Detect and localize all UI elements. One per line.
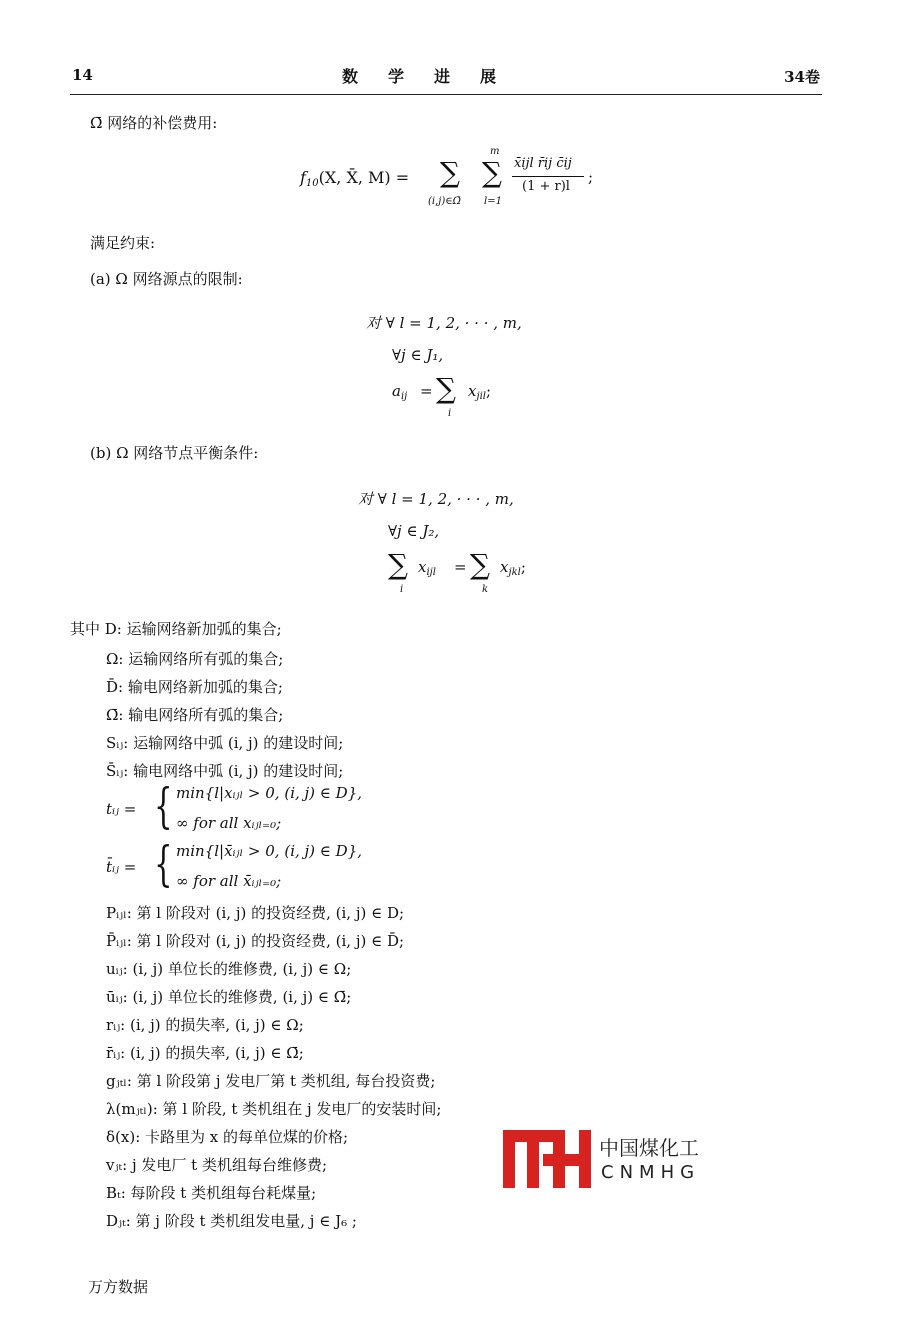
def-line: uᵢⱼ: (i, j) 单位长的维修费, (i, j) ∈ Ω; (106, 960, 352, 978)
def-line: Sᵢⱼ: 运输网络中弧 (i, j) 的建设时间; (106, 734, 344, 752)
sum-symbol-b2: ∑ (470, 548, 490, 581)
def-line: P̄ᵢⱼₗ: 第 l 阶段对 (i, j) 的投资经费, (i, j) ∈ D̄; (106, 932, 405, 950)
sum2-lower: l=1 (484, 196, 502, 207)
constraint-b-line1: 对 ∀ l = 1, 2, · · · , m, (358, 490, 514, 508)
def-line: vⱼₜ: j 发电厂 t 类机组每台维修费; (106, 1156, 327, 1174)
def-line: gⱼₜₗ: 第 l 阶段第 j 发电厂第 t 类机组, 每台投资费; (106, 1072, 436, 1090)
def-line: λ(mⱼₜₗ): 第 l 阶段, t 类机组在 j 发电厂的安装时间; (106, 1100, 442, 1118)
footer-source: 万方数据 (88, 1278, 149, 1296)
def-line: Ω̄: 输电网络所有弧的集合; (106, 706, 284, 724)
f10-lhs: $f_{10}(X$, X̄, M) = (300, 168, 410, 189)
def-line: ūᵢⱼ: (i, j) 单位长的维修费, (i, j) ∈ Ω̄; (106, 988, 352, 1006)
def-line: r̄ᵢⱼ: (i, j) 的损失率, (i, j) ∈ Ω̄; (106, 1044, 304, 1062)
page-header (0, 62, 904, 92)
logo-mark-icon (503, 1130, 591, 1188)
constraint-b-title: (b) Ω 网络节点平衡条件: (90, 444, 259, 462)
t-definition: tᵢⱼ = { min{l|xᵢⱼₗ > 0, (i, j) ∈ D}, ∞ for all xᵢⱼₗ₌₀; (106, 778, 363, 834)
sum-symbol-a: ∑ (436, 372, 456, 405)
sum-symbol-b1: ∑ (388, 548, 408, 581)
logo-text-en: CNMHG (601, 1162, 701, 1183)
cnmhg-watermark-logo (503, 1130, 708, 1190)
sum-symbol-2: ∑ (482, 156, 502, 189)
sum2-upper: m (490, 146, 500, 157)
constraint-a-line1: 对 ∀ l = 1, 2, · · · , m, (366, 314, 522, 332)
def-line: δ(x): 卡路里为 x 的每单位煤的价格; (106, 1128, 349, 1146)
tbar-definition: t̄ᵢⱼ = { min{l|x̄ᵢⱼₗ > 0, (i, j) ∈ D}, ∞ for all x̄ᵢⱼₗ₌₀; (106, 836, 363, 892)
def-line: Pᵢⱼₗ: 第 l 阶段对 (i, j) 的投资经费, (i, j) ∈ D; (106, 904, 405, 922)
constraint-a-line3: $a_{ij}$ = ∑ i $x_{jil}$; (392, 372, 492, 419)
constraint-b-line3: ∑ i $x_{ijl}$ = ∑ k $x_{jkl}$; (388, 548, 526, 595)
logo-text-cn: 中国煤化工 (599, 1136, 699, 1160)
fraction-denominator: (1 + r)l (522, 179, 570, 194)
formula-f10 (300, 146, 630, 216)
def-line: rᵢⱼ: (i, j) 的损失率, (i, j) ∈ Ω; (106, 1016, 304, 1034)
constraints-heading: 满足约束: (90, 234, 156, 252)
def-line: Dⱼₜ: 第 j 阶段 t 类机组发电量, j ∈ J₆ ; (106, 1212, 357, 1230)
fraction-numerator: x̄ijl r̄ij c̄ij (514, 156, 572, 171)
def-line: 其中 D: 运输网络新加弧的集合; (70, 620, 282, 638)
constraint-b-line2: ∀j ∈ J₂, (388, 522, 440, 540)
section-title: Ω̄ 网络的补偿费用: (90, 114, 218, 132)
sum-symbol-1: ∑ (440, 156, 460, 189)
page-number: 14 (72, 66, 93, 84)
def-line: D̄: 输电网络新加弧的集合; (106, 678, 283, 696)
sum1-lower: (i,j)∈Ω̄ (428, 196, 461, 207)
def-line: S̄ᵢⱼ: 输电网络中弧 (i, j) 的建设时间; (106, 762, 344, 780)
f10-end: ; (588, 168, 594, 186)
def-line: Bₜ: 每阶段 t 类机组每台耗煤量; (106, 1184, 317, 1202)
volume-label: 34卷 (784, 68, 820, 86)
def-line: Ω: 运输网络所有弧的集合; (106, 650, 284, 668)
header-rule (70, 94, 822, 95)
constraint-a-title: (a) Ω 网络源点的限制: (90, 270, 243, 288)
journal-title: 数学进展 (342, 67, 527, 86)
constraint-a-line2: ∀j ∈ J₁, (392, 346, 444, 364)
fraction-bar (512, 176, 584, 177)
